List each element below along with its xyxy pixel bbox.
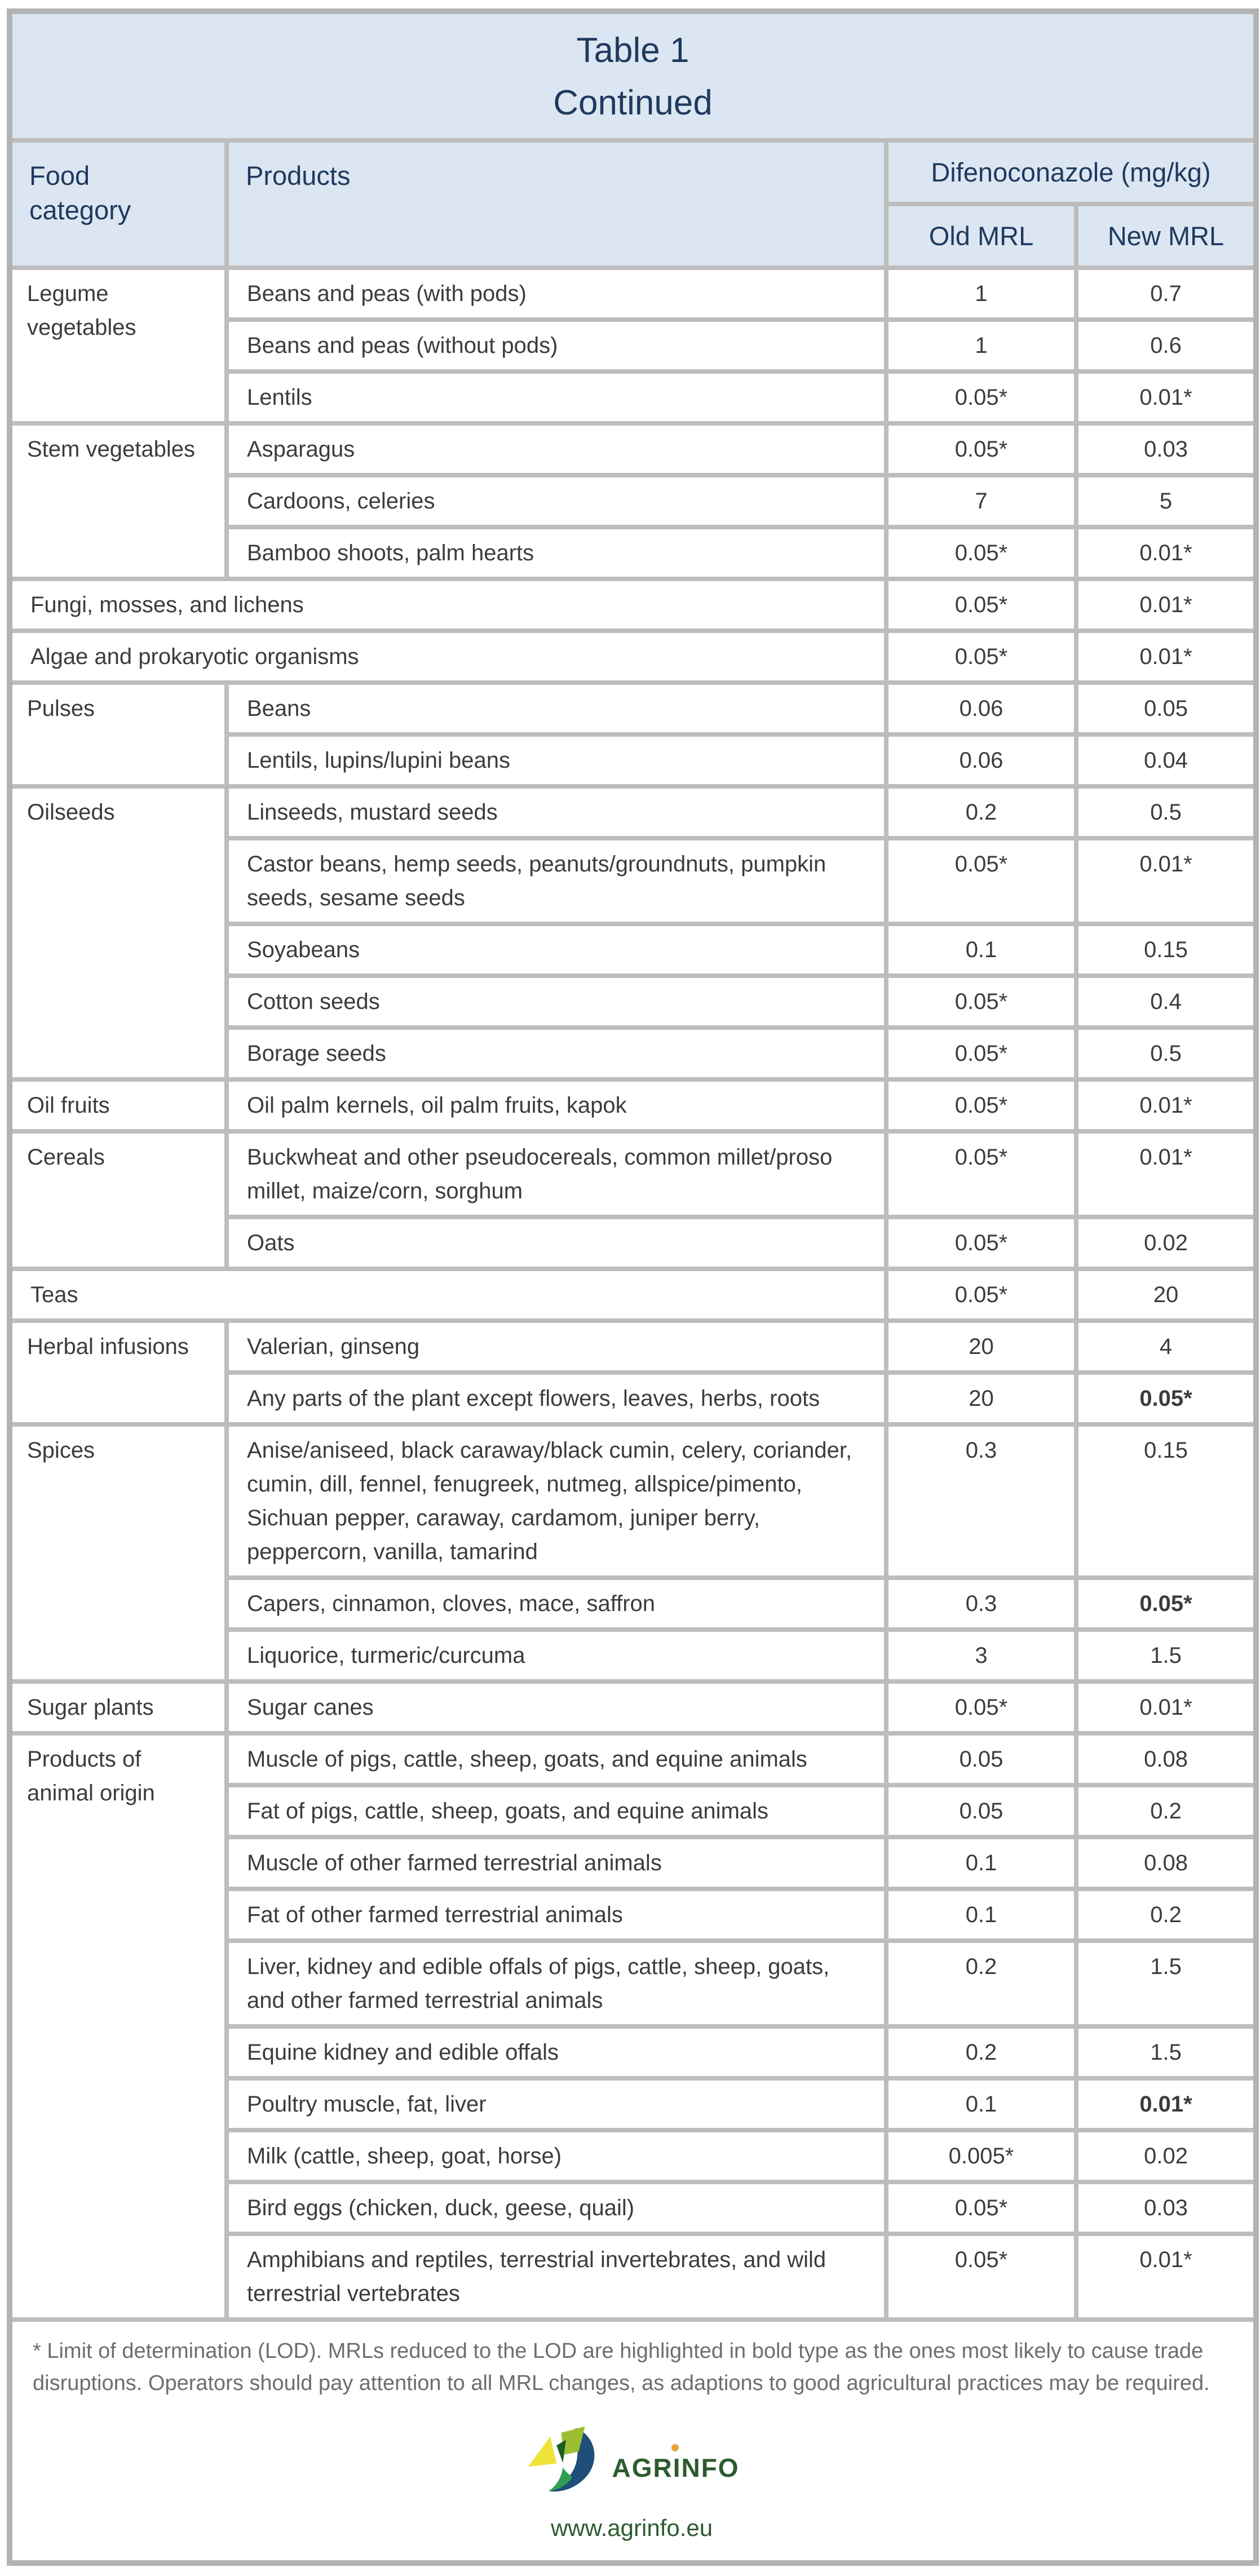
category-cell: Herbal infusions <box>10 1321 227 1424</box>
old-mrl-cell: 0.05* <box>886 838 1076 924</box>
new-mrl-cell: 4 <box>1076 1321 1256 1373</box>
product-cell: Fat of other farmed terrestrial animals <box>227 1889 886 1941</box>
old-mrl-cell: 0.2 <box>886 786 1076 838</box>
old-mrl-cell: 0.05* <box>886 2182 1076 2234</box>
header-row-1 <box>10 140 1256 204</box>
new-mrl-cell: 0.01* <box>1076 2078 1256 2130</box>
product-cell: Poultry muscle, fat, liver <box>227 2078 886 2130</box>
new-mrl-cell: 0.15 <box>1076 1424 1256 1578</box>
new-mrl-cell: 0.02 <box>1076 2130 1256 2182</box>
new-mrl-cell: 0.04 <box>1076 734 1256 786</box>
table-title-line2: Continued <box>553 83 713 122</box>
table-row <box>10 1424 1256 1578</box>
mrl-table <box>7 8 1259 2566</box>
old-mrl-cell: 0.05* <box>886 1217 1076 1269</box>
new-mrl-cell: 0.01* <box>1076 838 1256 924</box>
category-cell: Oilseeds <box>10 786 227 1079</box>
product-cell: Equine kidney and edible offals <box>227 2026 886 2078</box>
table-footer <box>10 2320 1256 2563</box>
new-mrl-cell: 0.02 <box>1076 1217 1256 1269</box>
old-mrl-cell: 0.1 <box>886 1889 1076 1941</box>
old-mrl-cell: 0.05* <box>886 423 1076 475</box>
new-mrl-cell: 5 <box>1076 475 1256 527</box>
product-cell: Castor beans, hemp seeds, peanuts/groundnuts, pumpkin seeds, sesame seeds <box>227 838 886 924</box>
table-row <box>10 683 1256 734</box>
agrinfo-url[interactable]: www.agrinfo.eu <box>550 2515 713 2542</box>
old-mrl-cell: 0.06 <box>886 683 1076 734</box>
product-cell: Liver, kidney and edible offals of pigs, cattle, sheep, goats, and other farmed terrestrial animals <box>227 1941 886 2026</box>
new-mrl-cell: 0.08 <box>1076 1733 1256 1785</box>
table-row <box>10 579 1256 631</box>
category-cell: Algae and prokaryotic organisms <box>10 631 886 683</box>
old-mrl-cell: 0.05* <box>886 1079 1076 1131</box>
header-pesticide: Difenoconazole (mg/kg) <box>886 140 1256 204</box>
old-mrl-cell: 0.05* <box>886 371 1076 423</box>
footnote-cell <box>10 2320 1256 2563</box>
product-cell: Oats <box>227 1217 886 1269</box>
new-mrl-cell: 0.01* <box>1076 579 1256 631</box>
new-mrl-cell: 0.01* <box>1076 2234 1256 2320</box>
old-mrl-cell: 0.1 <box>886 1837 1076 1889</box>
product-cell: Buckwheat and other pseudocereals, common millet/proso millet, maize/corn, sorghum <box>227 1131 886 1217</box>
category-cell: Fungi, mosses, and lichens <box>10 579 886 631</box>
product-cell: Oil palm kernels, oil palm fruits, kapok <box>227 1079 886 1131</box>
old-mrl-cell: 0.1 <box>886 2078 1076 2130</box>
new-mrl-cell: 0.08 <box>1076 1837 1256 1889</box>
category-cell: Stem vegetables <box>10 423 227 579</box>
new-mrl-cell: 0.01* <box>1076 1131 1256 1217</box>
product-cell: Borage seeds <box>227 1028 886 1079</box>
header-products: Products <box>227 140 886 268</box>
new-mrl-cell: 0.15 <box>1076 924 1256 976</box>
new-mrl-cell: 0.5 <box>1076 1028 1256 1079</box>
old-mrl-cell: 0.1 <box>886 924 1076 976</box>
table-row <box>10 1733 1256 1785</box>
old-mrl-cell: 0.05 <box>886 1733 1076 1785</box>
table-row <box>10 1681 1256 1733</box>
product-cell: Muscle of other farmed terrestrial animals <box>227 1837 886 1889</box>
table-row <box>10 786 1256 838</box>
product-cell: Linseeds, mustard seeds <box>227 786 886 838</box>
product-cell: Asparagus <box>227 423 886 475</box>
table-row <box>10 1079 1256 1131</box>
product-cell: Cotton seeds <box>227 976 886 1028</box>
new-mrl-cell: 0.05 <box>1076 683 1256 734</box>
old-mrl-cell: 3 <box>886 1630 1076 1681</box>
new-mrl-cell: 0.5 <box>1076 786 1256 838</box>
new-mrl-cell: 0.01* <box>1076 1681 1256 1733</box>
new-mrl-cell: 0.01* <box>1076 371 1256 423</box>
header-old-mrl: Old MRL <box>886 204 1076 268</box>
category-cell: Products of animal origin <box>10 1733 227 2320</box>
old-mrl-cell: 20 <box>886 1373 1076 1424</box>
category-cell: Oil fruits <box>10 1079 227 1131</box>
new-mrl-cell: 20 <box>1076 1269 1256 1321</box>
old-mrl-cell: 0.05* <box>886 1681 1076 1733</box>
old-mrl-cell: 0.2 <box>886 1941 1076 2026</box>
product-cell: Liquorice, turmeric/curcuma <box>227 1630 886 1681</box>
new-mrl-cell: 0.4 <box>1076 976 1256 1028</box>
old-mrl-cell: 20 <box>886 1321 1076 1373</box>
product-cell: Lentils, lupins/lupini beans <box>227 734 886 786</box>
table-row <box>10 268 1256 320</box>
old-mrl-cell: 0.05* <box>886 527 1076 579</box>
old-mrl-cell: 0.05* <box>886 2234 1076 2320</box>
title-row <box>10 11 1256 140</box>
table-title <box>10 11 1256 140</box>
old-mrl-cell: 0.3 <box>886 1578 1076 1630</box>
product-cell: Fat of pigs, cattle, sheep, goats, and equine animals <box>227 1785 886 1837</box>
product-cell: Lentils <box>227 371 886 423</box>
footnote-text: * Limit of determination (LOD). MRLs reduced to the LOD are highlighted in bold type as the ones most likely to cause trade disruptions. Operators should pay attention to all MRL changes, as adaptions to good agricultural practices may be required. <box>33 2339 1210 2396</box>
product-cell: Valerian, ginseng <box>227 1321 886 1373</box>
new-mrl-cell: 1.5 <box>1076 2026 1256 2078</box>
old-mrl-cell: 0.06 <box>886 734 1076 786</box>
new-mrl-cell: 0.6 <box>1076 320 1256 371</box>
footnote-row <box>10 2320 1256 2563</box>
old-mrl-cell: 1 <box>886 320 1076 371</box>
old-mrl-cell: 0.05* <box>886 1028 1076 1079</box>
category-cell: Sugar plants <box>10 1681 227 1733</box>
product-cell: Bamboo shoots, palm hearts <box>227 527 886 579</box>
new-mrl-cell: 1.5 <box>1076 1630 1256 1681</box>
table-row <box>10 1269 1256 1321</box>
agrinfo-logo-text: AGRINFO <box>612 2449 739 2488</box>
product-cell: Anise/aniseed, black caraway/black cumin, celery, coriander, cumin, dill, fennel, fenugreek, nutmeg, allspice/pimento, Sichuan pepper, caraway, cardamom, juniper berry, peppercorn, vanilla, tamarind <box>227 1424 886 1578</box>
old-mrl-cell: 0.005* <box>886 2130 1076 2182</box>
product-cell: Any parts of the plant except flowers, leaves, herbs, roots <box>227 1373 886 1424</box>
table-header <box>10 11 1256 268</box>
old-mrl-cell: 0.05* <box>886 976 1076 1028</box>
agrinfo-leaf-icon <box>524 2423 608 2502</box>
new-mrl-cell: 0.03 <box>1076 423 1256 475</box>
product-cell: Beans <box>227 683 886 734</box>
agrinfo-logo <box>33 2423 1231 2502</box>
product-cell: Capers, cinnamon, cloves, mace, saffron <box>227 1578 886 1630</box>
product-cell: Amphibians and reptiles, terrestrial invertebrates, and wild terrestrial vertebrates <box>227 2234 886 2320</box>
old-mrl-cell: 0.2 <box>886 2026 1076 2078</box>
new-mrl-cell: 0.05* <box>1076 1578 1256 1630</box>
table-title-line1: Table 1 <box>576 31 689 70</box>
product-cell: Cardoons, celeries <box>227 475 886 527</box>
old-mrl-cell: 0.05* <box>886 1131 1076 1217</box>
product-cell: Soyabeans <box>227 924 886 976</box>
category-cell: Spices <box>10 1424 227 1681</box>
table-row <box>10 1321 1256 1373</box>
table-row <box>10 1131 1256 1217</box>
old-mrl-cell: 0.05* <box>886 1269 1076 1321</box>
new-mrl-cell: 0.7 <box>1076 268 1256 320</box>
header-new-mrl: New MRL <box>1076 204 1256 268</box>
new-mrl-cell: 0.01* <box>1076 1079 1256 1131</box>
new-mrl-cell: 0.03 <box>1076 2182 1256 2234</box>
new-mrl-cell: 0.01* <box>1076 631 1256 683</box>
header-food-category: Food category <box>10 140 227 268</box>
product-cell: Beans and peas (without pods) <box>227 320 886 371</box>
category-cell: Legume vegetables <box>10 268 227 423</box>
category-cell: Teas <box>10 1269 886 1321</box>
old-mrl-cell: 1 <box>886 268 1076 320</box>
table-row <box>10 631 1256 683</box>
old-mrl-cell: 0.05* <box>886 631 1076 683</box>
category-cell: Pulses <box>10 683 227 786</box>
table-body <box>10 268 1256 2320</box>
product-cell: Sugar canes <box>227 1681 886 1733</box>
product-cell: Milk (cattle, sheep, goat, horse) <box>227 2130 886 2182</box>
new-mrl-cell: 1.5 <box>1076 1941 1256 2026</box>
old-mrl-cell: 0.3 <box>886 1424 1076 1578</box>
new-mrl-cell: 0.05* <box>1076 1373 1256 1424</box>
old-mrl-cell: 7 <box>886 475 1076 527</box>
new-mrl-cell: 0.2 <box>1076 1889 1256 1941</box>
product-cell: Bird eggs (chicken, duck, geese, quail) <box>227 2182 886 2234</box>
category-cell: Cereals <box>10 1131 227 1269</box>
product-cell: Muscle of pigs, cattle, sheep, goats, and equine animals <box>227 1733 886 1785</box>
table-row <box>10 423 1256 475</box>
product-cell: Beans and peas (with pods) <box>227 268 886 320</box>
old-mrl-cell: 0.05* <box>886 579 1076 631</box>
new-mrl-cell: 0.01* <box>1076 527 1256 579</box>
new-mrl-cell: 0.2 <box>1076 1785 1256 1837</box>
old-mrl-cell: 0.05 <box>886 1785 1076 1837</box>
